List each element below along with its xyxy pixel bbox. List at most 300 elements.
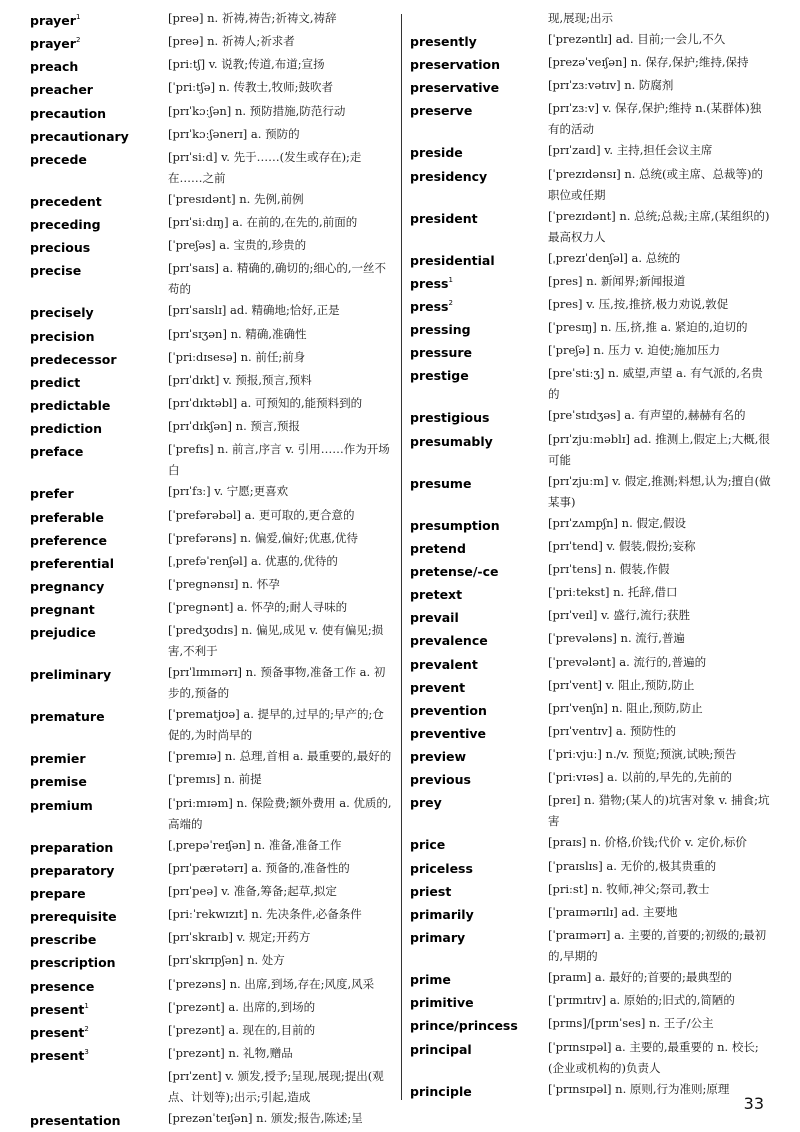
headword-text: press (410, 275, 449, 291)
definition: [prɪˈsiːdɪŋ] a. 在前的,在先的,前面的 (168, 215, 358, 230)
definition: [ˈprefərəns] n. 偏爱,偏好;优惠,优待 (168, 530, 359, 545)
headword (30, 528, 168, 551)
headword (410, 790, 548, 813)
definition: [ˈpregnənsɪ] n. 怀孕 (168, 576, 280, 591)
homograph-number: 1 (75, 13, 81, 21)
headword (30, 793, 168, 816)
headword (30, 258, 168, 281)
headword (30, 1043, 168, 1066)
definition: [ˈprefɪs] n. 前言,序言 v. 引用……作为开场白 (168, 442, 390, 478)
headword (30, 927, 168, 950)
headword-text: primary (410, 930, 466, 946)
dictionary-entry (30, 481, 392, 504)
definition: [prɪˈzjuːməblɪ] ad. 推测上,假定上;大概,很可能 (548, 431, 770, 467)
dictionary-entry (410, 652, 772, 675)
definition: [ˈpresɪdənt] n. 先例,前例 (168, 191, 304, 206)
headword-text: preservation (410, 57, 501, 73)
headword-text: press (410, 299, 449, 315)
dictionary-entry (410, 75, 772, 98)
headword (410, 925, 548, 948)
headword (30, 8, 168, 31)
dictionary-entry (30, 439, 392, 481)
headword-text: presidential (410, 252, 495, 268)
definition: [ˈprezɪdənsɪ] n. 总统(或主席、总裁等)的职位或任期 (548, 166, 764, 202)
headword (30, 997, 168, 1020)
headword (410, 698, 548, 721)
definition: [ˈpredʒʊdɪs] n. 偏见,成见 v. 使有偏见;损害,不利于 (168, 623, 384, 659)
definition: [prɪˈvenʃn] n. 阻止,预防,防止 (548, 700, 703, 715)
headword (410, 559, 548, 582)
dictionary-entry (410, 164, 772, 206)
dictionary-entry (30, 8, 392, 31)
definition: [preɪ] n. 猎物;(某人的)坑害对象 v. 捕食;坑害 (548, 793, 770, 829)
dictionary-entry (30, 1066, 392, 1108)
headword (410, 140, 548, 163)
definition: [ˈpriːtekst] n. 托辞,借口 (548, 585, 678, 600)
definition: [prezənˈteɪʃən] n. 颁发;报告,陈述;呈 (168, 1111, 363, 1126)
headword-text: prepare (30, 886, 86, 902)
headword (410, 1079, 548, 1102)
definition: [ˈprevələns] n. 流行,普遍 (548, 631, 685, 646)
dictionary-entry (410, 429, 772, 471)
dictionary-entry (30, 235, 392, 258)
headword (410, 1037, 548, 1060)
definition: [preə] n. 祈祷人;祈求者 (168, 34, 295, 49)
headword-text: prevalent (410, 656, 478, 672)
dictionary-entry (30, 950, 392, 973)
headword-text: pretend (410, 540, 466, 556)
dictionary-entry (30, 881, 392, 904)
dictionary-entry (30, 416, 392, 439)
dictionary-entry (30, 927, 392, 950)
homograph-number: 1 (84, 1001, 89, 1010)
definition: [prɪˈzʌmpʃn] n. 假定,假设 (548, 515, 687, 530)
headword (30, 347, 168, 370)
definition: [ˈpriːdɪsesə] n. 前任;前身 (168, 349, 306, 364)
headword (30, 393, 168, 416)
definition: [prɪˈlɪmɪnərɪ] n. 预备事物,准备工作 a. 初步的,预备的 (168, 665, 386, 701)
definition: [praɪm] a. 最好的;首要的;最典型的 (548, 970, 732, 985)
dictionary-entry (30, 370, 392, 393)
headword (410, 832, 548, 855)
headword (410, 536, 548, 559)
headword (410, 471, 548, 494)
headword (30, 124, 168, 147)
dictionary-entry (410, 98, 772, 140)
headword-text: precious (30, 240, 91, 256)
headword-text: prestigious (410, 410, 490, 426)
headword (410, 75, 548, 98)
headword-text: pressure (410, 345, 473, 361)
headword (30, 439, 168, 462)
definition: [priːˈrekwɪzɪt] n. 先决条件,必备条件 (168, 907, 362, 922)
headword (30, 1020, 168, 1043)
dictionary-entry (30, 300, 392, 323)
dictionary-entry (30, 147, 392, 189)
definition: [ˈpriːvɪəs] a. 以前的,早先的,先前的 (548, 770, 733, 785)
headword (30, 324, 168, 347)
definition: [ˈprematjʊə] a. 提早的,过早的;早产的;仓促的,为时尚早的 (168, 707, 384, 743)
definition: [prɪˈfɜː] v. 宁愿;更喜欢 (168, 484, 289, 499)
definition: [ˈprevələnt] a. 流行的,普遍的 (548, 654, 707, 669)
right-column (410, 8, 772, 1102)
headword (410, 652, 548, 675)
definition: [ˌprefəˈrenʃəl] a. 优惠的,优待的 (168, 553, 338, 568)
dictionary-entry (30, 212, 392, 235)
headword-text: principal (410, 1041, 472, 1057)
dictionary-entry (30, 1043, 392, 1066)
headword-text: prevalence (410, 633, 488, 649)
definition: [preˈstɪdʒəs] a. 有声望的,赫赫有名的 (548, 408, 746, 423)
dictionary-entry (30, 997, 392, 1020)
dictionary-entry (30, 393, 392, 416)
definition: [prɪˈzɜːv] v. 保存,保护;维持 n.(某群体)独有的活动 (548, 101, 762, 137)
headword (410, 744, 548, 767)
definition: [prɪˈtend] v. 假装,假扮;妄称 (548, 538, 696, 553)
dictionary-entry (410, 925, 772, 967)
headword (30, 746, 168, 769)
definition: [prezəˈveɪʃən] n. 保存,保护;维持,保持 (548, 55, 749, 70)
headword (30, 147, 168, 170)
headword (30, 54, 168, 77)
definition: [ˈpriːtʃə] n. 传教士,牧师;鼓吹者 (168, 80, 333, 95)
headword-text: pregnancy (30, 579, 105, 595)
dictionary-entry (410, 967, 772, 990)
dictionary-entry (30, 505, 392, 528)
headword (30, 904, 168, 927)
dictionary-entry (30, 1108, 392, 1131)
headword-text: prime (410, 972, 451, 988)
headword-text: prevention (410, 702, 487, 718)
dictionary-entry (410, 990, 772, 1013)
headword (30, 189, 168, 212)
definition: [priːst] n. 牧师,神父;祭司,教士 (548, 881, 710, 896)
dictionary-entry (410, 206, 772, 248)
headword-text: precision (30, 328, 95, 344)
headword-text: present (30, 1025, 85, 1040)
definition: [prɪˈdɪkt] v. 预报,预言,预料 (168, 372, 312, 387)
headword (30, 235, 168, 258)
definition: [prɪˈpeə] v. 准备,筹备;起草,拟定 (168, 883, 337, 898)
headword (410, 605, 548, 628)
headword-text: presentation (30, 1113, 121, 1129)
headword (30, 31, 168, 54)
headword-text: preference (30, 532, 107, 548)
dictionary-entry (30, 258, 392, 300)
definition: [ˈprefərəbəl] a. 更可取的,更合意的 (168, 507, 355, 522)
headword-text: prayer (30, 13, 76, 29)
definition: [ˈpresɪŋ] n. 压,挤,推 a. 紧迫的,迫切的 (548, 320, 748, 335)
headword-text: prestige (410, 368, 469, 384)
left-column (30, 8, 392, 1131)
definition: [pres] v. 压,按,推挤,极力劝说,敦促 (548, 296, 729, 311)
dictionary-entry (410, 317, 772, 340)
dictionary-entry (410, 513, 772, 536)
definition: [ˈpreʃəs] a. 宝贵的,珍贵的 (168, 238, 307, 253)
headword-text: priceless (410, 860, 473, 876)
dictionary-entry (410, 721, 772, 744)
headword (410, 363, 548, 386)
headword (410, 967, 548, 990)
headword-text: pregnant (30, 602, 95, 618)
definition: [prɪˈventɪv] a. 预防性的 (548, 723, 676, 738)
headword (30, 505, 168, 528)
headword (410, 429, 548, 452)
dictionary-entry (30, 54, 392, 77)
headword-text: prejudice (30, 625, 96, 641)
headword-text: predict (30, 375, 81, 391)
headword-text: preserve (410, 103, 473, 119)
dictionary-entry (410, 140, 772, 163)
headword (30, 620, 168, 643)
dictionary-entry (30, 769, 392, 792)
headword-text: prediction (30, 421, 102, 437)
definition: [ˌprepəˈreɪʃən] n. 准备,准备工作 (168, 837, 342, 852)
dictionary-entry (410, 902, 772, 925)
headword-text: presidency (410, 168, 488, 184)
headword-text: primarily (410, 907, 474, 923)
definition: [ˈprezənt] a. 出席的,到场的 (168, 999, 316, 1014)
dictionary-entry (410, 248, 772, 271)
page-number: 33 (743, 1094, 764, 1113)
dictionary-entry (410, 744, 772, 767)
dictionary-entry (30, 746, 392, 769)
headword-text: principle (410, 1083, 472, 1099)
dictionary-entry (30, 347, 392, 370)
headword-text: president (410, 210, 478, 226)
headword-text: premium (30, 797, 93, 813)
dictionary-entry (30, 904, 392, 927)
headword (30, 881, 168, 904)
definition: [praɪs] n. 价格,价钱;代价 v. 定价,标价 (548, 835, 747, 850)
dictionary-entry (410, 559, 772, 582)
definition: [ˈprezɪdənt] n. 总统;总裁;主席,(某组织的)最高权力人 (548, 208, 770, 244)
dictionary-entry (410, 1079, 772, 1102)
definition: [prɪˈsaɪs] a. 精确的,确切的;细心的,一丝不苟的 (168, 261, 387, 297)
definition: [ˈpraɪmərɪ] a. 主要的,首要的;初级的;最初的,早期的 (548, 928, 767, 964)
headword (30, 416, 168, 439)
headword-text: preacher (30, 82, 93, 98)
definition: [prɪˈzɜːvətɪv] n. 防腐剂 (548, 78, 674, 93)
column-divider (401, 14, 402, 1100)
definition: [prɪˈsiːd] v. 先于……(发生或存在);走在……之前 (168, 149, 362, 185)
definition: [prɪˈsaɪslɪ] ad. 精确地;恰好,正是 (168, 303, 340, 318)
definition: [ˈpriːmɪəm] n. 保险费;额外费用 a. 优质的,高端的 (168, 795, 392, 831)
headword (410, 317, 548, 340)
headword-text: presence (30, 978, 95, 994)
headword-text: present (30, 1001, 85, 1017)
headword (410, 990, 548, 1013)
headword-text: precede (30, 152, 87, 168)
definition: [pres] n. 新闻界;新闻报道 (548, 273, 686, 288)
headword-text: precise (30, 263, 82, 279)
headword-text: precisely (30, 305, 94, 321)
headword-text: presume (410, 475, 472, 491)
headword (410, 294, 548, 317)
definition: [prɪˈtens] n. 假装,作假 (548, 561, 670, 576)
headword (410, 856, 548, 879)
headword (30, 974, 168, 997)
definition: 现,展现;出示 (548, 11, 614, 25)
headword (410, 52, 548, 75)
headword (410, 879, 548, 902)
definition: [prɪˈkɔːʃənerɪ] a. 预防的 (168, 126, 300, 141)
headword-text: presently (410, 34, 477, 50)
dictionary-entry (30, 574, 392, 597)
definition: [ˈprezəns] n. 出席,到场,存在;风度,风采 (168, 976, 375, 991)
dictionary-entry (410, 675, 772, 698)
dictionary-entry (30, 793, 392, 835)
headword (410, 721, 548, 744)
headword (30, 551, 168, 574)
definition: [prɪns]/[prɪnˈses] n. 王子/公主 (548, 1016, 714, 1031)
headword (30, 574, 168, 597)
headword (410, 98, 548, 121)
headword (30, 858, 168, 881)
definition: [ˈpriːvjuː] n./v. 预览;预演,试映;预告 (548, 747, 737, 762)
headword-text: precautionary (30, 128, 129, 144)
dictionary-entry (30, 77, 392, 100)
headword-text: preliminary (30, 667, 112, 683)
headword (410, 1013, 548, 1036)
definition: [ˈpraɪmərɪlɪ] ad. 主要地 (548, 904, 678, 919)
headword-text: prince/princess (410, 1018, 518, 1034)
headword (30, 101, 168, 124)
headword-text: prescribe (30, 932, 97, 948)
headword-text: primitive (410, 995, 474, 1011)
headword-text: premier (30, 751, 86, 767)
headword (410, 902, 548, 925)
homograph-number: 2 (84, 1024, 89, 1033)
headword (30, 704, 168, 727)
definition: [ˌprezɪˈdenʃəl] a. 总统的 (548, 250, 681, 265)
dictionary-entry (30, 662, 392, 704)
headword-text: preferable (30, 509, 104, 525)
definition: [prɪˈpærətərɪ] a. 预备的,准备性的 (168, 860, 350, 875)
definition: [ˈpremɪə] n. 总理,首相 a. 最重要的,最好的 (168, 749, 392, 764)
definition: [prɪˈdɪktəbl] a. 可预知的,能预料到的 (168, 396, 363, 411)
headword (30, 835, 168, 858)
dictionary-entry (30, 124, 392, 147)
headword (410, 248, 548, 271)
dictionary-entry (30, 189, 392, 212)
headword-text: presumption (410, 517, 500, 533)
dictionary-entry (30, 858, 392, 881)
headword (30, 662, 168, 685)
headword-text: priest (410, 883, 452, 899)
headword-text: present (30, 1048, 85, 1064)
dictionary-entry (30, 620, 392, 662)
dictionary-entry (410, 536, 772, 559)
headword-text: preparatory (30, 862, 115, 878)
dictionary-entry (410, 29, 772, 52)
dictionary-entry (410, 294, 772, 317)
headword (410, 405, 548, 428)
headword-text: previous (410, 772, 471, 788)
headword (30, 481, 168, 504)
definition: [ˈprezəntlɪ] ad. 目前;一会儿,不久 (548, 32, 726, 46)
homograph-number: 1 (448, 275, 453, 284)
headword-text: preach (30, 59, 79, 75)
headword-text: prescription (30, 955, 116, 971)
headword-text: preferential (30, 555, 115, 571)
definition: [prɪˈzaɪd] v. 主持,担任会议主席 (548, 143, 713, 158)
headword-text: precedent (30, 194, 102, 210)
dictionary-entry (410, 698, 772, 721)
dictionary-entry (410, 767, 772, 790)
headword-text: predictable (30, 398, 111, 414)
dictionary-entry (410, 582, 772, 605)
headword (30, 300, 168, 323)
definition: [prɪˈkɔːʃən] n. 预防措施,防范行动 (168, 103, 346, 118)
dictionary-entry (410, 271, 772, 294)
definition: [prɪˈdɪkʃən] n. 预言,预报 (168, 419, 301, 434)
dictionary-entry (410, 405, 772, 428)
headword (410, 164, 548, 187)
definition: [ˈprezənt] a. 现在的,目前的 (168, 1022, 316, 1037)
definition: [preə] n. 祈祷,祷告;祈祷文,祷辞 (168, 11, 337, 25)
headword-text: prevail (410, 610, 459, 626)
headword-text: presumably (410, 433, 493, 449)
headword (30, 370, 168, 393)
definition: [prɪˈsɪʒən] n. 精确,准确性 (168, 326, 307, 341)
dictionary-entry (410, 1013, 772, 1036)
headword-text: pretense/-ce (410, 564, 499, 580)
definition: [prɪˈzent] v. 颁发,授予;呈现,展现;提出(观点、计划等);出示;引起,造成 (168, 1069, 384, 1105)
dictionary-entry (410, 8, 772, 29)
headword-text: preservative (410, 80, 500, 96)
headword-text: prefer (30, 486, 74, 502)
headword-text: prerequisite (30, 909, 117, 925)
dictionary-entry (30, 528, 392, 551)
dictionary-entry (30, 101, 392, 124)
headword (30, 769, 168, 792)
dictionary-entry (410, 605, 772, 628)
dictionary-entry (30, 835, 392, 858)
headword (410, 29, 548, 52)
headword (30, 597, 168, 620)
headword (410, 206, 548, 229)
homograph-number: 3 (84, 1048, 89, 1056)
dictionary-entry (410, 340, 772, 363)
dictionary-entry (30, 974, 392, 997)
definition: [ˈprezənt] n. 礼物,赠品 (168, 1046, 293, 1060)
definition: [ˈprɪmɪtɪv] a. 原始的;旧式的,简陋的 (548, 993, 735, 1008)
dictionary-entry (410, 628, 772, 651)
definition: [prɪˈskrɪpʃən] n. 处方 (168, 953, 285, 968)
dictionary-entry (410, 832, 772, 855)
definition: [prɪˈveɪl] v. 盛行,流行;获胜 (548, 608, 690, 623)
headword (410, 675, 548, 698)
headword (30, 1108, 168, 1131)
headword-text: precaution (30, 105, 107, 121)
definition: [ˈprɪnsɪpəl] a. 主要的,最重要的 n. 校长;(企业或机构的)负责人 (548, 1039, 759, 1075)
headword-text: prevent (410, 679, 466, 695)
homograph-number: 2 (448, 298, 453, 307)
headword-text: pretext (410, 587, 463, 603)
headword-text: premature (30, 709, 105, 725)
dictionary-entry (30, 1020, 392, 1043)
dictionary-entry (30, 324, 392, 347)
definition: [ˈpraɪslɪs] a. 无价的,极其贵重的 (548, 858, 717, 873)
definition: [priːtʃ] v. 说教;传道,布道;宣扬 (168, 57, 325, 72)
headword-text: preventive (410, 726, 487, 742)
headword-text: preview (410, 749, 467, 765)
dictionary-entry (30, 31, 392, 54)
headword-text: prey (410, 795, 442, 811)
definition: [prɪˈzjuːm] v. 假定,推测;料想,认为;擅自(做某事) (548, 473, 771, 509)
definition: [ˈpreʃə] n. 压力 v. 迫使;施加压力 (548, 343, 721, 358)
